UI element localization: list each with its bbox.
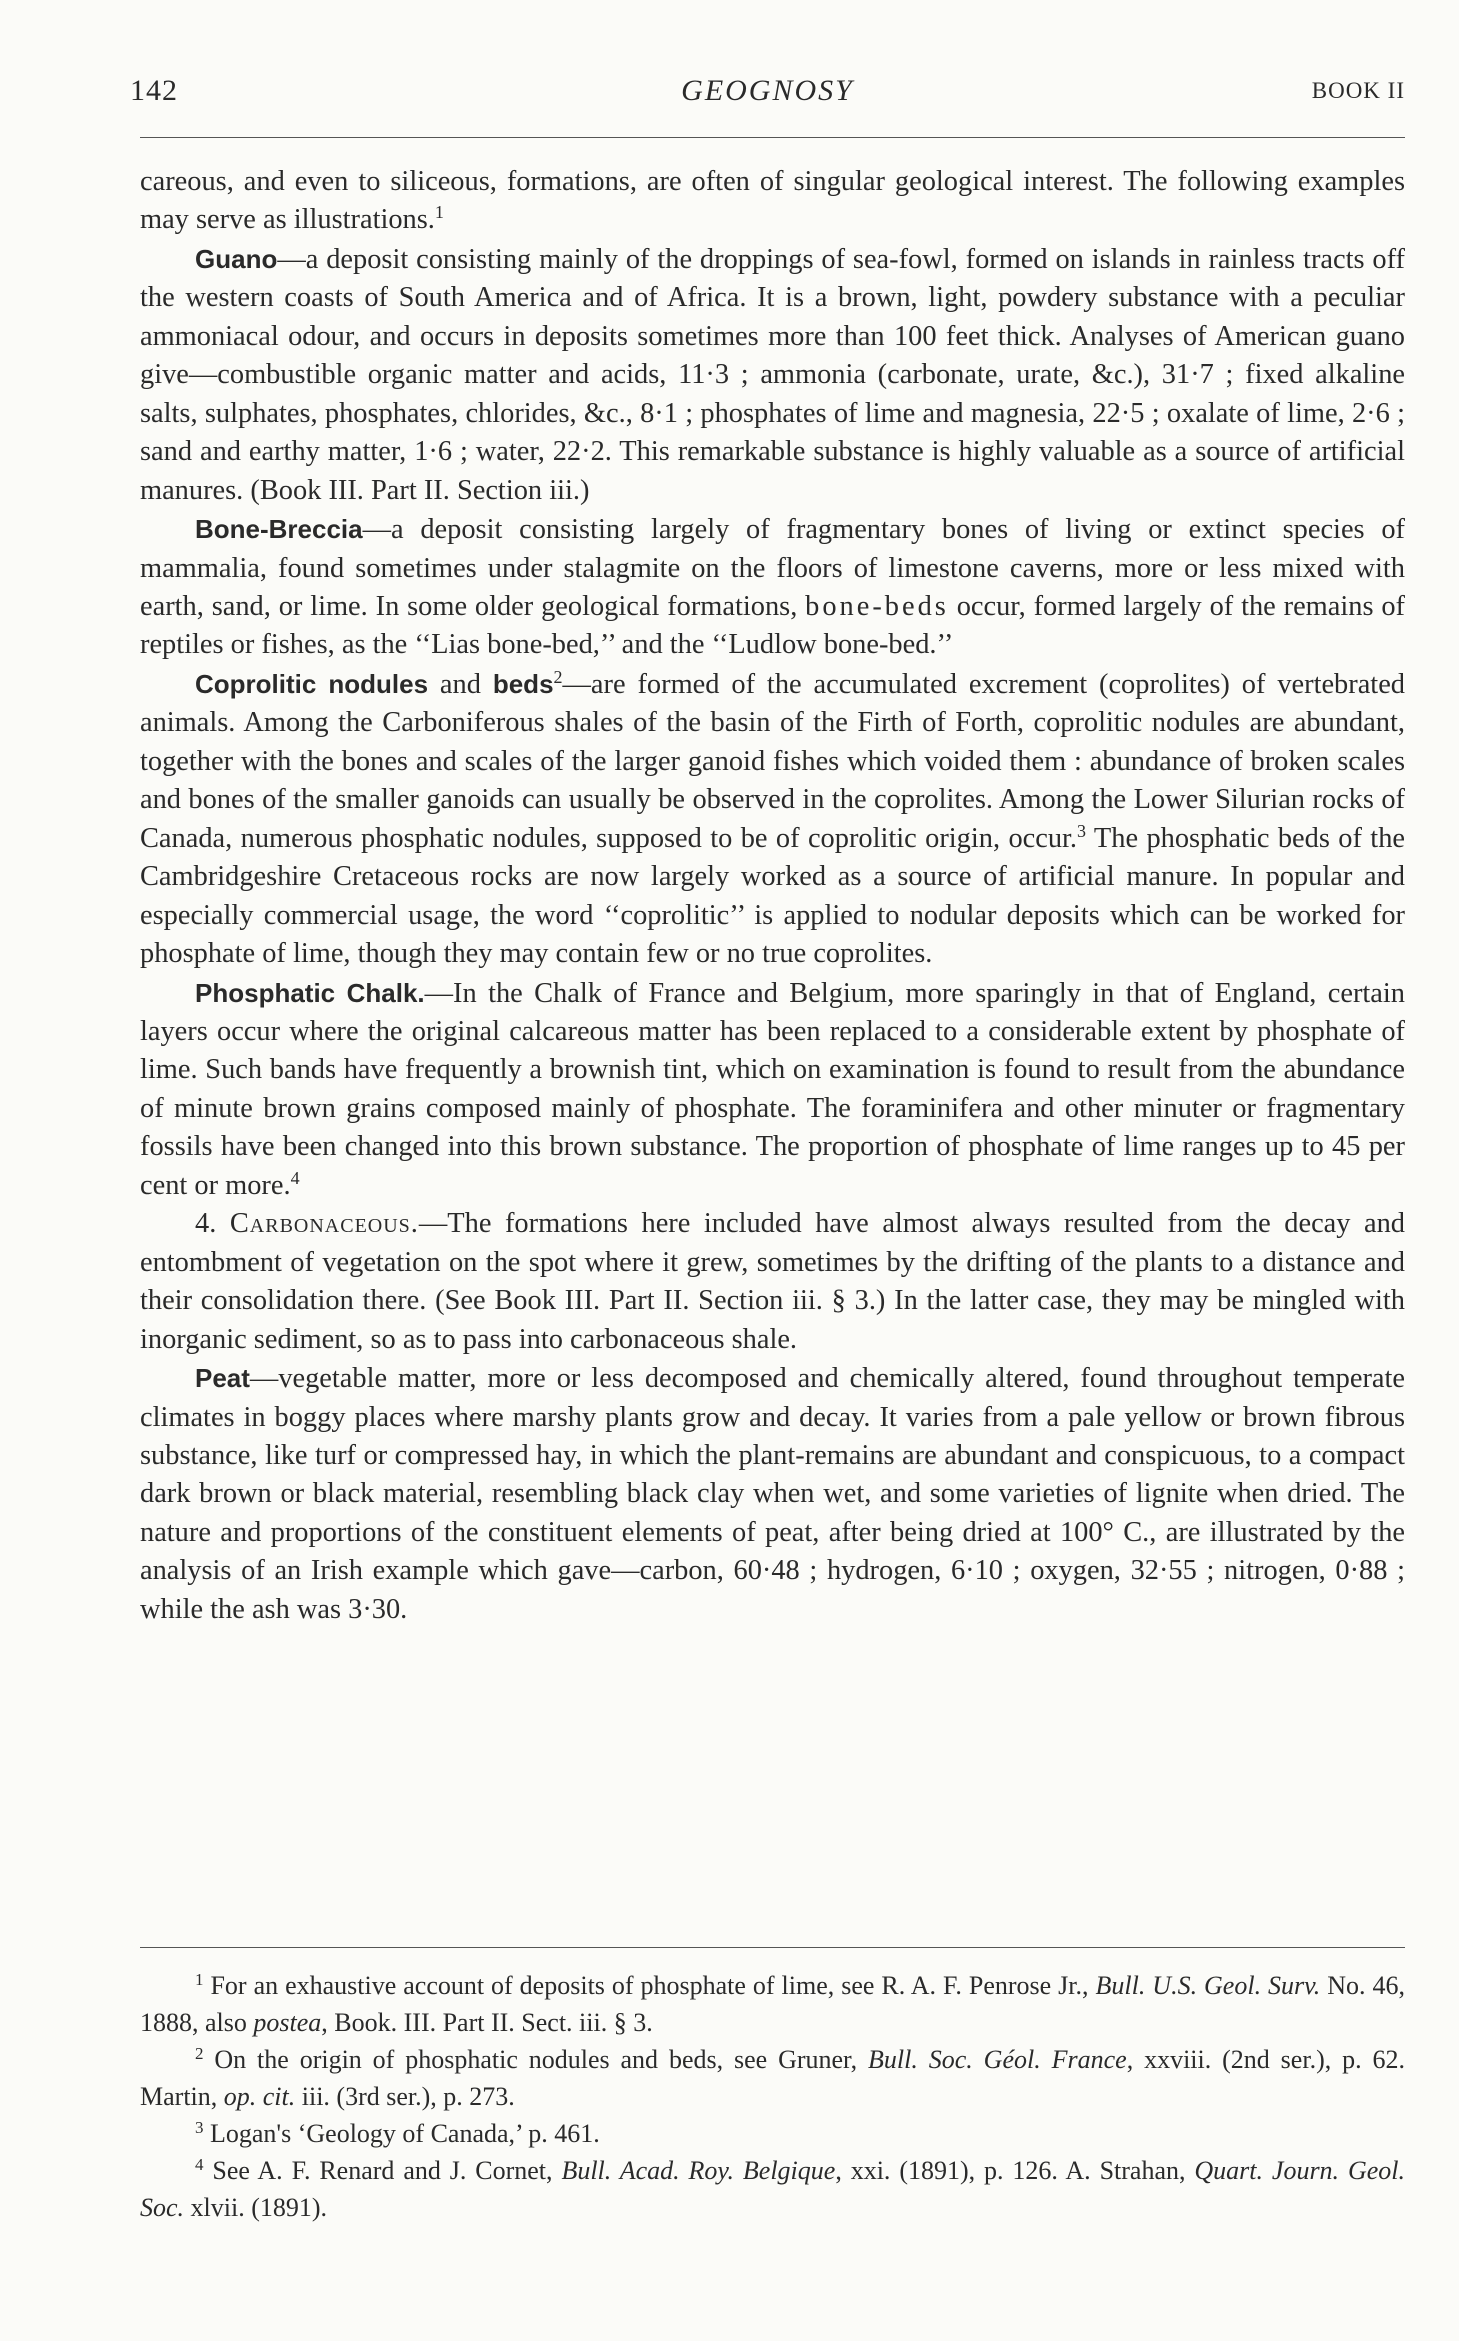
footnote-number: 4 — [195, 2155, 204, 2174]
footnote-3 — [140, 2115, 1405, 2152]
paragraph-phosphatic-chalk — [140, 974, 1405, 1206]
term-heading: Bone-Breccia — [195, 514, 363, 545]
footnote-text: See A. F. Renard and J. Cornet, — [203, 2156, 562, 2185]
body-text — [140, 163, 1405, 1629]
footnote-text: xlvii. (1891). — [184, 2193, 328, 2222]
citation-title: Bull. U.S. Geol. Surv. — [1095, 1971, 1321, 2000]
citation-title: Quart. Journ. Geol. Soc. — [140, 2156, 1405, 2222]
section-number: 4. — [195, 1208, 217, 1240]
footnote-ref: 1 — [434, 202, 444, 223]
footnote-2 — [140, 2041, 1405, 2115]
paragraph-text: —a deposit consisting mainly of the droppings of sea-fowl, formed on islands in rainless tracts off the western coasts of South America and of Africa. It is a brown, light, powdery substance with a peculiar ammoniacal odour, and occurs in deposits sometimes more than 100 feet thick. Analyses of American guano give—combustible organic matter and acids, 11·3 ; ammonia (carbonate, urate, &c.), 31·7 ; fixed alkaline salts, sulphates, phosphates, chlorides, &c., 8·1 ; phosphates of lime and magnesia, 22·5 ; oxalate of lime, 2·6 ; sand and earthy matter, 1·6 ; water, 22·2. This remarkable substance is highly valuable as a source of artificial manures. (Book III. Part II. Section iii.) — [140, 243, 1405, 506]
page-header — [130, 74, 1405, 122]
running-title: GEOGNOSY — [681, 74, 854, 107]
footnote-ref: 4 — [290, 1167, 300, 1188]
paragraph-carbonaceous — [140, 1205, 1405, 1359]
paragraph-coprolitic — [140, 665, 1405, 974]
footnote-rule — [140, 1947, 1405, 1948]
footnote-text: On the origin of phosphatic nodules and beds, see Gruner, — [203, 2045, 869, 2074]
paragraph-text: —In the Chalk of France and Belgium, more sparingly in that of England, certain layers occur where the original calcareous matter has been replaced to a considerable extent by phosphate of lime. Such bands have frequently a brownish tint, which on examination is found to result from the abundance of minute brown grains composed mainly of phosphate. The foraminifera and other minuter or fragmentary fossils have been changed into this brown substance. The proportion of phosphate of lime ranges up to 45 per cent or more. — [140, 977, 1405, 1201]
footnote-1 — [140, 1967, 1405, 2041]
book-label: BOOK II — [1311, 78, 1405, 103]
citation-title: postea — [253, 2008, 322, 2037]
footnote-text: iii. (3rd ser.), p. 273. — [295, 2082, 515, 2111]
citation-title: op. cit. — [223, 2082, 296, 2111]
paragraph-guano — [140, 240, 1405, 510]
spaced-term: bone-beds — [805, 590, 949, 622]
paragraph-text: —The formations here included have almost always resulted from the decay and entombment of vegetation on the spot where it grew, sometimes by the drifting of the plants to a distance and their consolidation there. (See Book III. Part II. Section iii. § 3.) In the latter case, they may be mingled with inorganic sediment, so as to pass into carbonaceous shale. — [140, 1208, 1405, 1355]
footnote-text: , Book. III. Part II. Sect. iii. § 3. — [321, 2008, 653, 2037]
term-heading: Guano — [195, 243, 278, 274]
footnotes — [140, 1967, 1405, 2226]
page-number: 142 — [130, 74, 178, 107]
section-heading: Carbonaceous. — [229, 1208, 419, 1240]
paragraph-text: —a deposit consisting largely of fragmentary bones of living or extinct species of mammalia, found sometimes under stalagmite on the floors of limestone caverns, more or less mixed with earth, sand, or lime. In some older geological formations, — [140, 514, 1405, 622]
footnote-number: 1 — [195, 1970, 204, 1989]
paragraph-text: careous, and even to siliceous, formations, are often of singular geological interest. The following examples may serve as illustrations. — [140, 166, 1405, 236]
term-heading: Coprolitic nodules — [195, 668, 429, 699]
citation-title: Bull. Soc. Géol. France — [868, 2045, 1127, 2074]
paragraph-bone-breccia — [140, 510, 1405, 665]
footnote-4 — [140, 2152, 1405, 2226]
footnote-ref: 3 — [1077, 820, 1087, 841]
term-heading: Phosphatic Chalk. — [195, 977, 425, 1008]
connector-text: and — [428, 668, 493, 700]
paragraph-text: The phosphatic beds of the Cambridgeshire Cretaceous rocks are now largely worked as a source of artificial manure. In popular and especially commercial usage, the word ‘‘coprolitic’’ is applied to nodular deposits which can be worked for phosphate of lime, though they may contain few or no true coprolites. — [140, 822, 1405, 970]
paragraph-text: —vegetable matter, more or less decomposed and chemically altered, found throughout temperate climates in boggy places where marshy plants grow and decay. It varies from a pale yellow or brown fibrous substance, like turf or compressed hay, in which the plant-remains are abundant and conspicuous, to a compact dark brown or black material, resembling black clay when wet, and some varieties of lignite when dried. The nature and proportions of the constituent elements of peat, after being dried at 100° C., are illustrated by the analysis of an Irish example which gave—carbon, 60·48 ; hydrogen, 6·10 ; oxygen, 32·55 ; nitrogen, 0·88 ; while the ash was 3·30. — [140, 1363, 1405, 1625]
footnote-text: , xxi. (1891), p. 126. A. Strahan, — [835, 2156, 1195, 2185]
citation-title: Bull. Acad. Roy. Belgique — [561, 2156, 836, 2185]
term-heading: beds — [492, 668, 554, 699]
footnote-text: No. 46, 1888, also — [140, 1971, 1406, 2037]
header-rule — [140, 137, 1405, 138]
footnote-ref: 2 — [553, 666, 563, 687]
paragraph-text: —are formed of the accumulated excrement (coprolites) of vertebrated animals. Among the Carboniferous shales of the basin of the Firth of Forth, coprolitic nodules are abundant, together with the bones and scales of the larger ganoid fishes which voided them : abundance of broken scales and bones of the smaller ganoids can usually be observed in the coprolites. Among the Lower Silurian rocks of Canada, numerous phosphatic nodules, supposed to be of coprolitic origin, occur. — [140, 668, 1405, 854]
footnote-number: 3 — [195, 2118, 204, 2137]
paragraph-peat — [140, 1359, 1405, 1629]
footnote-number: 2 — [195, 2044, 204, 2063]
paragraph-text: occur, formed largely of the remains of reptiles or fishes, as the ‘‘Lias bone-bed,’’ and the ‘‘Ludlow bone-bed.’’ — [140, 590, 1405, 661]
term-heading: Peat — [195, 1363, 250, 1394]
footnote-text: For an exhaustive account of deposits of phosphate of lime, see R. A. F. Penrose Jr., — [203, 1971, 1096, 2000]
footnote-text: Logan's ‘Geology of Canada,’ p. 461. — [203, 2119, 600, 2148]
paragraph-intro — [140, 163, 1405, 240]
footnote-text: , xxviii. (2nd ser.), p. 62. Martin, — [140, 2045, 1405, 2111]
